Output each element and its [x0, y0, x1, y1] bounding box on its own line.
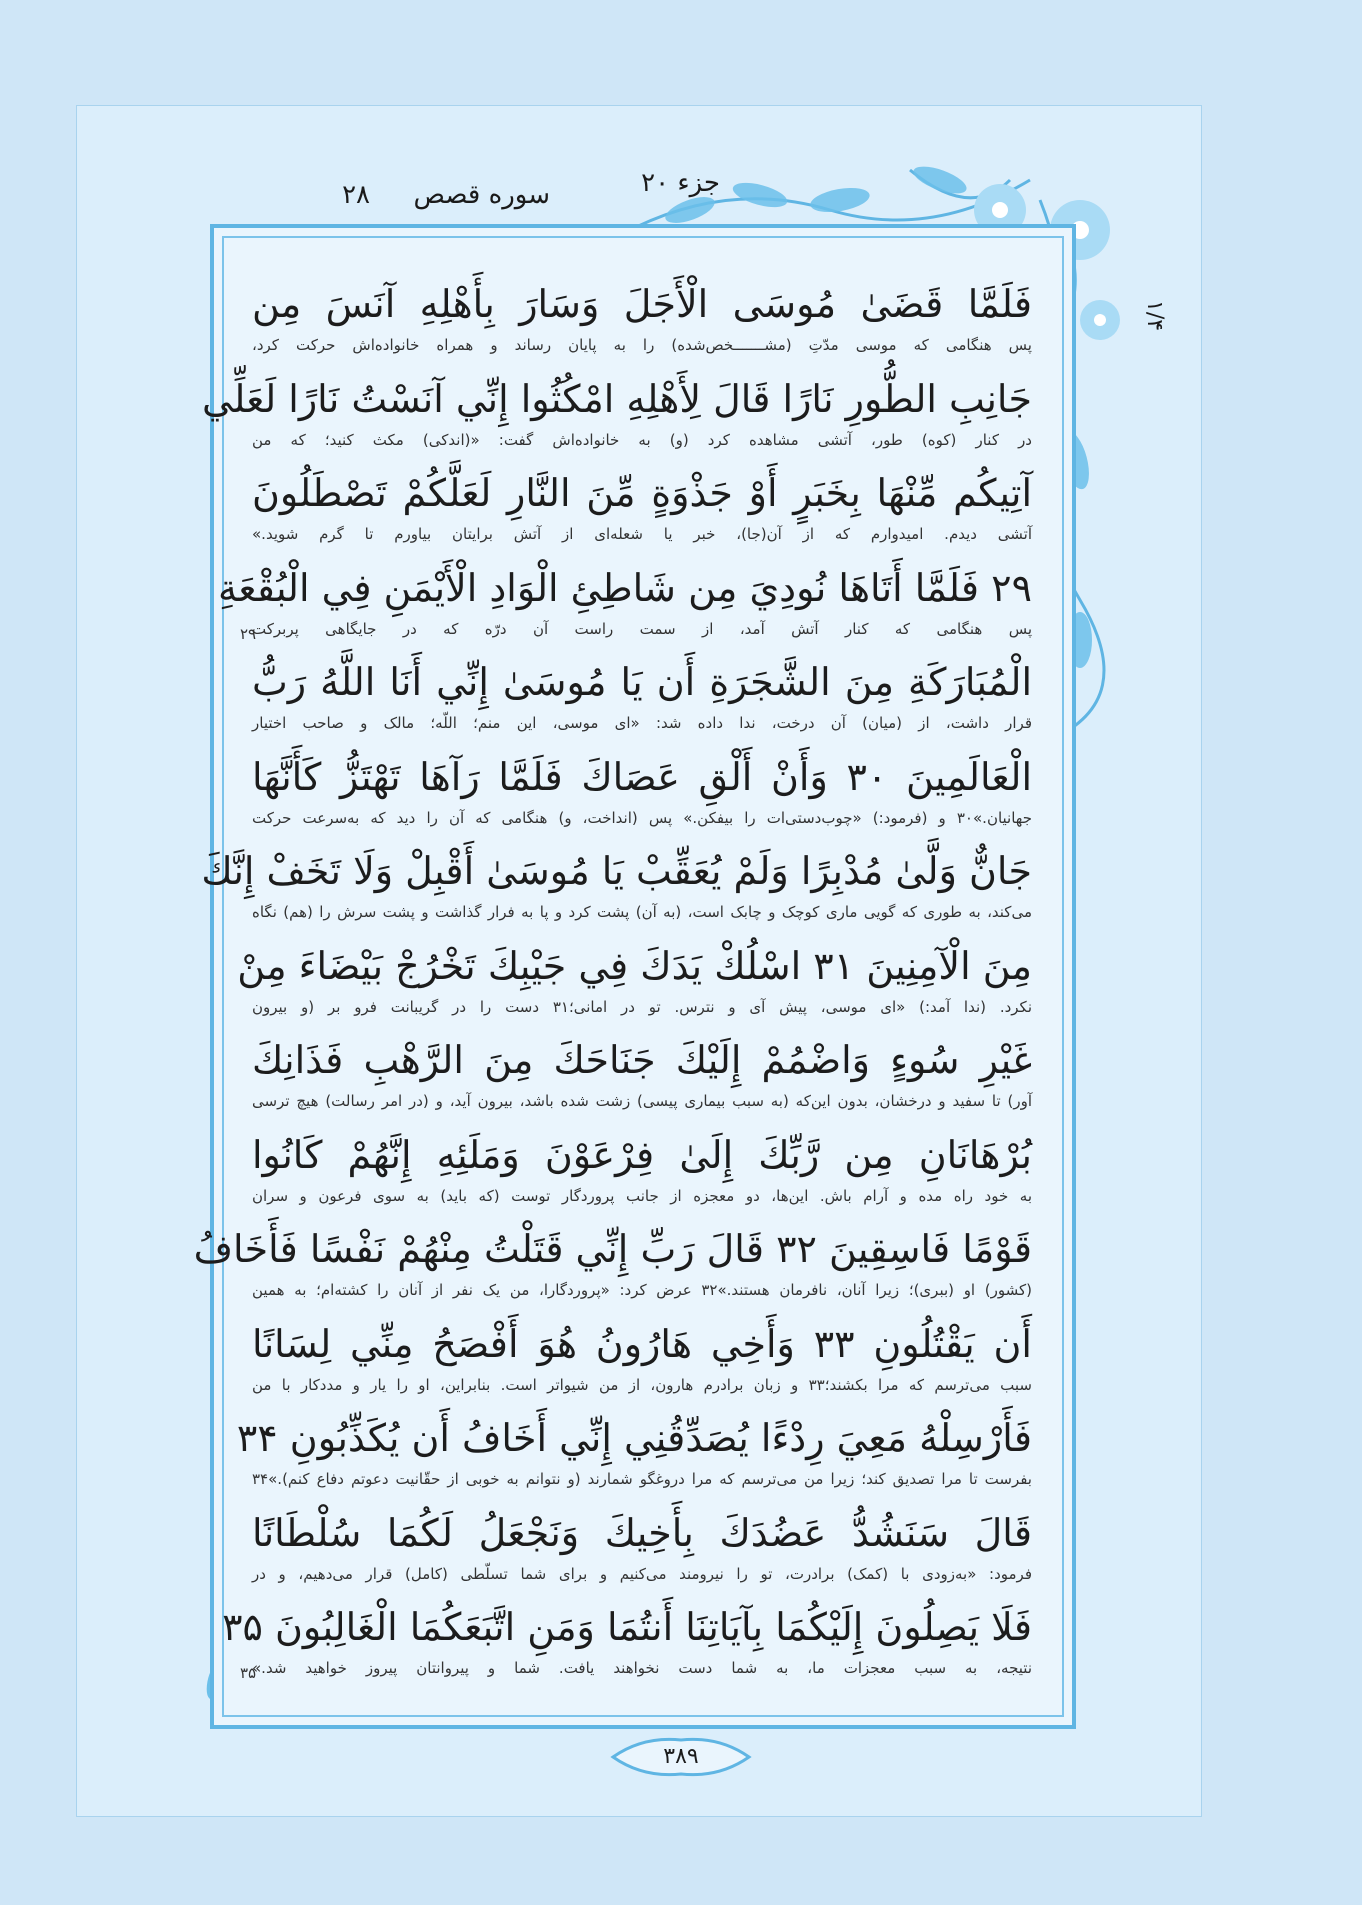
verse-line: [252, 1504, 1032, 1592]
arabic-text: قَالَ سَنَشُدُّ عَضُدَكَ بِأَخِيكَ وَنَجْعَلُ لَكُمَا سُلْطَانًا: [252, 1510, 1032, 1555]
arabic-text: ۲۹ فَلَمَّا أَتَاهَا نُودِيَ مِن شَاطِئِ الْوَادِ الْأَيْمَنِ فِي الْبُقْعَةِ: [218, 565, 1032, 610]
verse-number-mark: ۲۹: [240, 624, 257, 643]
verse-line: [202, 370, 1032, 458]
persian-translation: به خود راه مده و آرام باش. این‌ها، دو معجزه از جانب پروردگار توست (که باید) به سوی فرعون و سران: [252, 1186, 1032, 1205]
persian-translation: پس هنگامی که موسی مدّتِ (مشـــــــخص‌شده) را به پایان رساند و همراه خانواده‌اش حرکت کرد،: [252, 336, 1032, 354]
juz-label: جزء ۲۰: [641, 168, 720, 198]
persian-translation: آتشی دیدم. امیدوارم که از آن(جا)، خبر یا شعله‌ای از آتش برایتان بیاورم تا گرم شوید.»: [252, 525, 1032, 543]
hizb-marker: ۱/۴: [1142, 300, 1167, 332]
persian-translation: آور) تا سفید و درخشان، بدون این‌که (به سبب بیماری پیسی) زشت شده باشد، بیرون آید، و (در امر رسالت) هیچ ترسی: [252, 1092, 1032, 1110]
persian-translation: (کشور) او (ببری)؛ زیرا آنان، نافرمان هستند.»۳۲ عرض کرد: «پروردگارا، من یک نفر از آنان را کشته‌ام؛ به همین: [252, 1281, 1033, 1299]
persian-translation: نکرد. (ندا آمد:) «ای موسی، پیش آی و نترس. تو در امانی؛۳۱ دست را در گریبانت فرو بر (و بیرون: [252, 997, 1032, 1016]
arabic-text: الْعَالَمِينَ ۳۰ وَأَنْ أَلْقِ عَصَاكَ فَلَمَّا رَآهَا تَهْتَزُّ كَأَنَّهَا: [252, 754, 1032, 799]
verse-line: [252, 748, 1032, 836]
persian-translation: فرمود: «به‌زودی با (کمک) برادرت، تو را نیرومند می‌کنیم و برای شما تسلّطی (کامل) قرار می‌دهیم، و در: [252, 1564, 1032, 1583]
page-number-badge: [603, 1734, 759, 1780]
verse-line: [237, 937, 1032, 1025]
arabic-text: آتِيكُم مِّنْهَا بِخَبَرٍ أَوْ جَذْوَةٍ مِّنَ النَّارِ لَعَلَّكُمْ تَصْطَلُونَ: [252, 471, 1032, 515]
verse-line: [236, 1409, 1032, 1497]
persian-translation: پس هنگامی که کنار آتش آمد، از سمت راست آن درّه که در جایگاهی پربرکت: [252, 619, 1032, 638]
arabic-text: بُرْهَانَانِ مِن رَّبِّكَ إِلَىٰ فِرْعَوْنَ وَمَلَئِهِ إِنَّهُمْ كَانُوا: [252, 1132, 1032, 1177]
persian-translation: در کنار (کوه) طور، آتشی مشاهده کرد (و) به خانواده‌اش گفت: «(اندکی) مکث کنید؛ که من: [252, 430, 1032, 449]
page-header: [300, 168, 720, 218]
arabic-text: جَانِبِ الطُّورِ نَارًا قَالَ لِأَهْلِهِ امْكُثُوا إِنِّي آنَسْتُ نَارًا لَعَلِّي: [202, 376, 1032, 421]
verse-line: [252, 1126, 1032, 1214]
persian-translation: جهانیان.»۳۰ و (فرمود:) «چوب‌دستی‌ات را بیفکن.» پس (انداخت، و) هنگامی که آن را دید که به‌سرعت حرکت: [252, 808, 1032, 827]
persian-translation: سبب می‌ترسم که مرا بکشند؛۳۳ و زبان برادرم هارون، از من شیواتر است. بنابراین، او را یار و مددکار با من: [252, 1375, 1033, 1394]
verse-content: [193, 275, 1033, 1695]
verse-number-mark: ۳۵: [240, 1664, 257, 1682]
verse-line: [252, 653, 1032, 741]
verse-line: [252, 275, 1032, 363]
verse-line: [193, 1220, 1033, 1308]
arabic-text: أَن يَقْتُلُونِ ۳۳ وَأَخِي هَارُونُ هُوَ أَفْصَحُ مِنِّي لِسَانًا: [252, 1321, 1032, 1366]
verse-line: [201, 842, 1032, 930]
arabic-text: فَلَمَّا قَضَىٰ مُوسَى الْأَجَلَ وَسَارَ بِأَهْلِهِ آنَسَ مِن: [252, 282, 1032, 326]
page-number: ۳۸۹: [663, 1744, 699, 1769]
surah-name: سوره قصص: [413, 180, 550, 210]
arabic-text: جَانٌّ وَلَّىٰ مُدْبِرًا وَلَمْ يُعَقِّبْ يَا مُوسَىٰ أَقْبِلْ وَلَا تَخَفْ إِنَّكَ: [201, 849, 1032, 893]
arabic-text: فَأَرْسِلْهُ مَعِيَ رِدْءًا يُصَدِّقُنِي إِنِّي أَخَافُ أَن يُكَذِّبُونِ ۳۴: [236, 1416, 1032, 1460]
arabic-text: الْمُبَارَكَةِ مِنَ الشَّجَرَةِ أَن يَا مُوسَىٰ إِنِّي أَنَا اللَّهُ رَبُّ: [252, 660, 1032, 704]
persian-translation: می‌کند، به طوری که گویی ماری کوچک و چابک است، (به آن) پشت کرد و پا به فرار گذاشت و پشت سرش را (هم) نگاه: [252, 903, 1032, 921]
arabic-text: فَلَا يَصِلُونَ إِلَيْكُمَا بِآيَاتِنَا أَنتُمَا وَمَنِ اتَّبَعَكُمَا الْغَالِبُونَ ۳۵: [222, 1605, 1032, 1649]
arabic-text: قَوْمًا فَاسِقِينَ ۳۲ قَالَ رَبِّ إِنِّي قَتَلْتُ مِنْهُمْ نَفْسًا فَأَخَافُ: [193, 1227, 1032, 1271]
arabic-text: غَيْرِ سُوءٍ وَاضْمُمْ إِلَيْكَ جَنَاحَكَ مِنَ الرَّهْبِ فَذَانِكَ: [252, 1038, 1032, 1082]
verse-line: [222, 1598, 1032, 1686]
verse-line: [252, 1031, 1032, 1119]
persian-translation: بفرست تا مرا تصدیق کند؛ زیرا من می‌ترسم که مرا دروغگو شمارند (و نتوانم به خوبی از حقّانیت دعوتم دفاع کنم).»۳۴: [252, 1470, 1032, 1488]
verse-line: [252, 1315, 1032, 1403]
persian-translation: قرار داشت، از (میان) آن درخت، ندا داده شد: «ای موسی، این منم؛ اللّه؛ مالک و صاحب اختیار: [252, 714, 1032, 732]
verse-line: [252, 464, 1032, 552]
persian-translation: نتیجه، به سبب معجزات ما، به شما دست نخواهند یافت. شما و پیروانتان پیروز خواهید شد.»: [252, 1659, 1032, 1677]
verse-line: [218, 559, 1032, 647]
arabic-text: مِنَ الْآمِنِينَ ۳۱ اسْلُكْ يَدَكَ فِي جَيْبِكَ تَخْرُجْ بَيْضَاءَ مِنْ: [237, 943, 1032, 988]
surah-number: ۲۸: [342, 180, 370, 210]
